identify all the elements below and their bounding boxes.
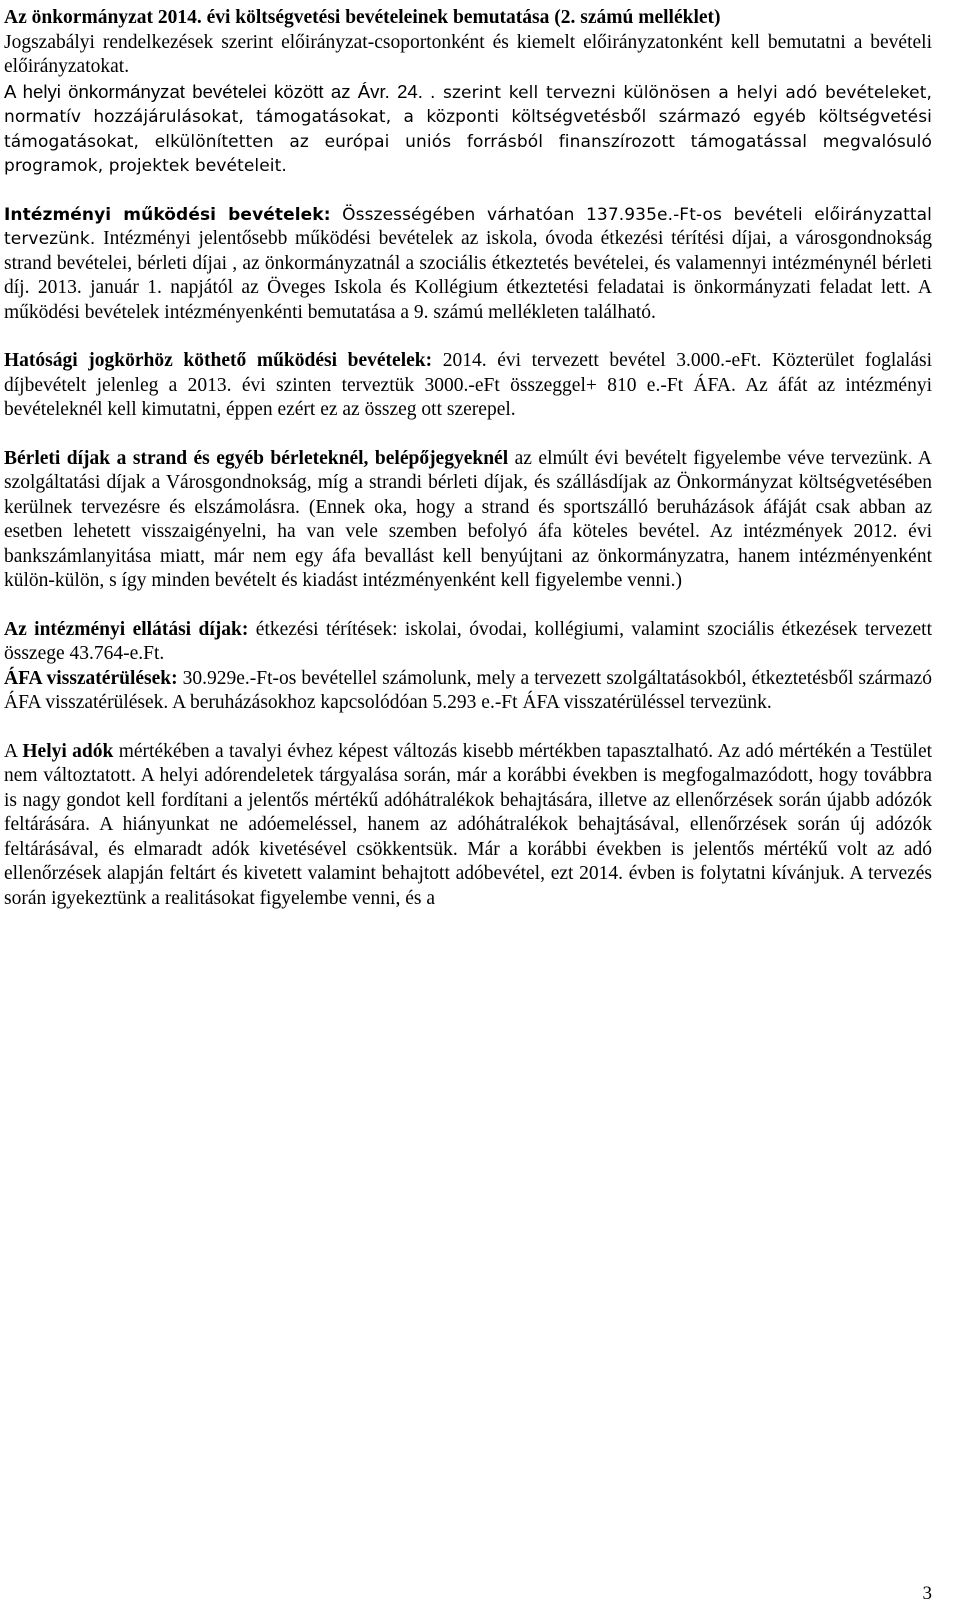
afa-body: 30.929e.-Ft-os bevétellel számolunk, mely a tervezett szolgáltatásokból, étkeztetésből származó ÁFA visszatérülések. A beruházásokhoz kapcsolódóan 5.293 e.-Ft ÁFA visszatérüléssel tervezünk. (4, 667, 933, 713)
document-title (4, 6, 932, 31)
helyi-heading: Helyi adók (22, 740, 114, 762)
intezmenyi-body: Intézményi jelentősebb működési bevételek az iskola, óvoda étkezési térítési díjai, a városgondnokság strand bevételei, bérleti díjai , az önkormányzatnál a szociális étkeztetés bevételei, és valamennyi intézménynél bérleti díj. 2013. január 1. napjától az Öveges Iskola és Kollégium étkeztetési feladatai is önkormányzati feladat lett. A működési bevételek intézményenkénti bemutatása a 9. számú mellékleten található. (4, 228, 933, 323)
page-number: 3 (922, 1583, 932, 1604)
berleti-paragraph (4, 447, 932, 594)
hatosagi-body: 2014. évi tervezett bevétel 3.000.-eFt. Közterület foglalási díjbevételt jelenleg a 2013. évi szinten terveztük 3000.-eFt összeggel+ 810 e.-Ft ÁFA. Az áfát az intézményi bevételeknél kell kimutatni, éppen ezért ez az összeg ott szerepel. (4, 350, 933, 420)
ellatasi-body: étkezési térítések: iskolai, óvodai, kollégiumi, valamint szociális étkezések tervezett összege 43.764-e.Ft. (4, 618, 932, 664)
document-page (4, 6, 932, 911)
helyi-paragraph (4, 740, 932, 912)
hatosagi-paragraph (4, 349, 932, 423)
berleti-body: az elmúlt évi bevételt figyelembe véve tervezünk. A szolgáltatási díjak a Városgondnokság, míg a strandi bérleti díjak, és szállásdíjak az Önkormányzat költségvetésében kerülnek tervezésre és elszámolásra. (Ennek oka, hogy a strand és sportszálló beruházások áfáját csak abban az esetben lehetett visszaigényelni, ha van vele szemben befolyó áfa köteles bevétel. Az intézmények 2012. évi bankszámlanyitása miatt, már nem egy áfa bevallást kell benyújtani az önkormányzatra, hanem intézményenként külön-külön, s így minden bevételt és kiadást intézményenként kell figyelembe venni.) (4, 447, 933, 591)
helyi-body: mértékében a tavalyi évhez képest változás kisebb mértékben tapasztalható. Az adó mértékén a Testület nem változtatott. A helyi adórendeletek tárgyalása során, már a korábbi években is megfogalmazódott, hogy továbbra is nagy gondot kell fordítani a jelentős mértékű adóhátralékok behajtására, illetve az ellenőrzések során újabb adózók feltárására. A hiányunkat ne adóemeléssel, hanem az adóhátralékok behajtásával, ellenőrzések során új adózók feltárásával, és elmaradt adók kivetésével csökkentsük. Már a korábbi években is jelentős mértékű volt az adó ellenőrzések alapján feltárt és kivetett valamint behajtott adóbevétel, ezt 2014. évben is folytatni kívánjuk. A tervezés során igyekeztünk a realitásokat figyelembe venni, és a (4, 740, 933, 909)
helyi-prefix: A (4, 740, 18, 762)
hatosagi-heading: Hatósági jogkörhöz köthető működési bevételek: (4, 350, 433, 371)
ellatasi-heading: Az intézményi ellátási díjak: (4, 618, 249, 640)
intezmenyi-paragraph (4, 203, 932, 326)
intezmenyi-heading: Intézményi működési bevételek: (4, 204, 331, 225)
avr-paragraph (4, 80, 932, 179)
afa-heading: ÁFA visszatérülések: (4, 667, 178, 689)
intezmenyi-amount: Összességében várhatóan 137.935e.-Ft-os bevételi előirányzattal tervezünk. (4, 204, 932, 249)
ellatasi-paragraph (4, 618, 932, 667)
document-title-text: Az önkormányzat 2014. évi költségvetési bevételeinek bemutatása (2. számú melléklet) (4, 7, 721, 28)
intro-paragraph: Jogszabályi rendelkezések szerint előirányzat-csoportonként és kiemelt előirányzatonként kell bemutatni a bevételi előirányzatokat. (4, 31, 932, 77)
afa-paragraph (4, 667, 932, 716)
berleti-heading: Bérleti díjak a strand és egyéb bérleteknél, belépőjegyeknél (4, 447, 509, 469)
avr-sentence: A helyi önkormányzat bevételei között az Ávr. 24. (4, 80, 423, 102)
avr-continuation: . szerint kell tervezni különösen a helyi adó bevételeket, normatív hozzájárulásokat, támogatásokat, a központi költségvetésből származó egyéb költségvetési támogatásokat, elkülönítetten az európai uniós forrásból finanszírozott támogatással megvalósuló programok, projektek bevételeit. (4, 82, 932, 176)
